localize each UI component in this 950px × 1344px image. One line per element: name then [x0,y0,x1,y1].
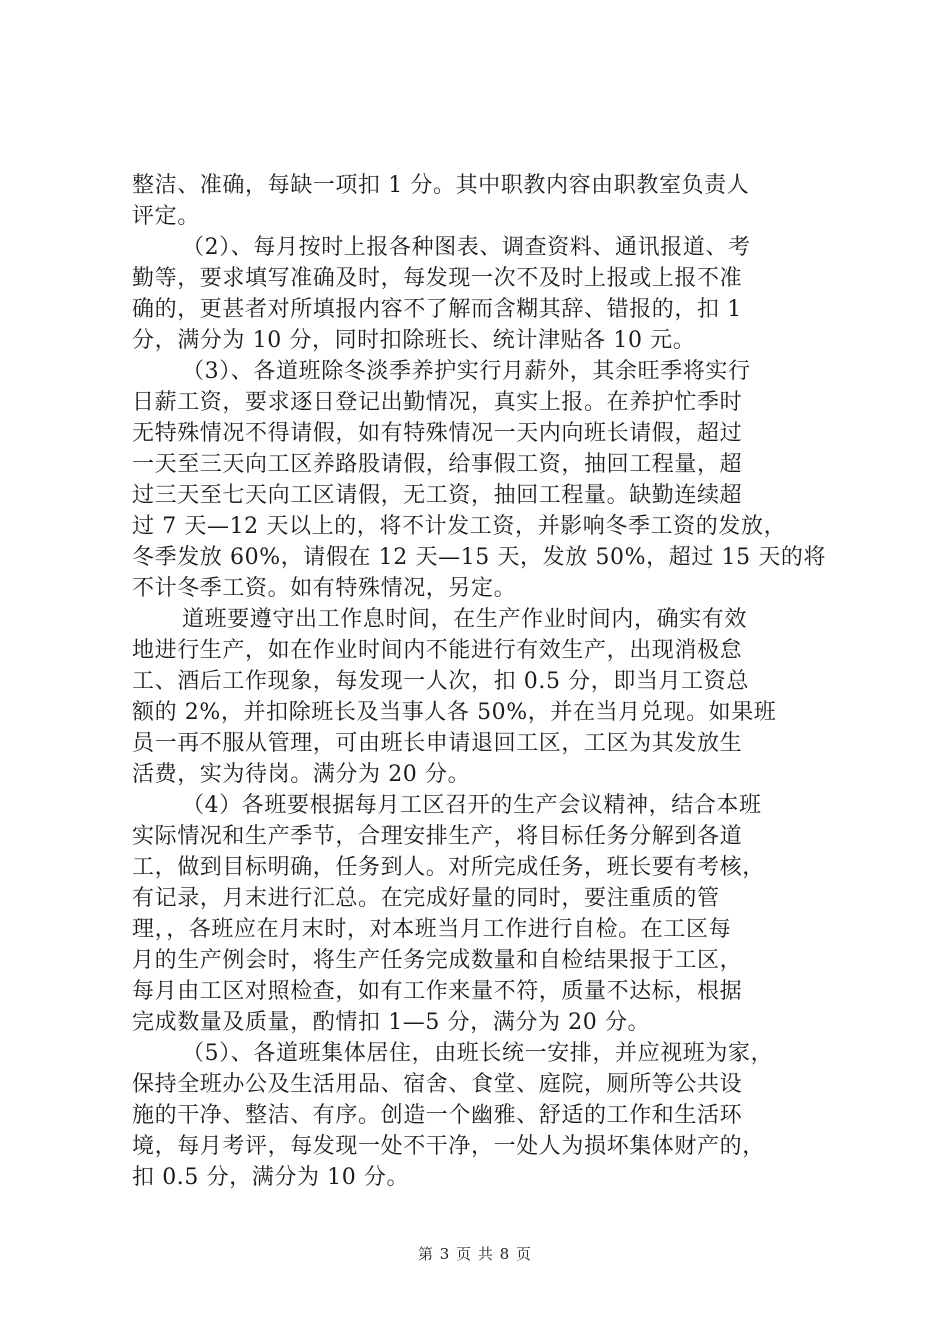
text-line: 工，做到目标明确，任务到人。对所完成任务，班长要有考核， [132,855,765,880]
text-line: 活费，实为待岗。满分为 20 分。 [132,762,471,787]
paragraph-start-line: （4）各班要根据每月工区召开的生产会议精神，结合本班 [182,793,762,818]
paragraph-start-line: （3）、各道班除冬淡季养护实行月薪外，其余旺季将实行 [182,359,751,384]
text-line: 评定。 [132,204,200,229]
text-line: 有记录，月末进行汇总。在完成好量的同时，要注重质的管 [132,886,720,911]
page-footer [0,1244,950,1264]
text-line: 境，每月考评，每发现一处不干净，一处人为损坏集体财产的， [132,1134,765,1159]
paragraph-start-line: （5）、各道班集体居住，由班长统一安排，并应视班为家， [182,1041,774,1066]
text-line: 额的 2%，并扣除班长及当事人各 50%，并在当月兑现。如果班 [132,700,777,725]
text-line: 实际情况和生产季节，合理安排生产，将目标任务分解到各道 [132,824,743,849]
text-line: 冬季发放 60%，请假在 12 天—15 天，发放 50%，超过 15 天的将 [132,545,827,570]
page-number: 第 3 页 共 8 页 [418,1245,532,1263]
text-line: 保持全班办公及生活用品、宿舍、食堂、庭院，厕所等公共设 [132,1072,743,1097]
text-line: 扣 0.5 分，满分为 10 分。 [132,1165,410,1190]
text-line: 完成数量及质量，酌情扣 1—5 分，满分为 20 分。 [132,1010,651,1035]
text-line: 确的，更甚者对所填报内容不了解而含糊其辞、错报的，扣 1 [132,297,742,322]
document-body [132,170,832,1193]
text-line: 勤等，要求填写准确及时，每发现一次不及时上报或上报不准 [132,266,743,291]
text-line: 日薪工资，要求逐日登记出勤情况，真实上报。在养护忙季时 [132,390,743,415]
text-line: 月的生产例会时，将生产任务完成数量和自检结果报于工区， [132,948,743,973]
text-line: 整洁、准确，每缺一项扣 1 分。其中职教内容由职教室负责人 [132,173,750,198]
paragraph-start-line: （2）、每月按时上报各种图表、调查资料、通讯报道、考 [182,235,751,260]
text-line: 每月由工区对照检查，如有工作来量不符，质量不达标，根据 [132,979,743,1004]
text-line: 无特殊情况不得请假，如有特殊情况一天内向班长请假，超过 [132,421,743,446]
text-line: 员一再不服从管理，可由班长申请退回工区，工区为其发放生 [132,731,743,756]
paragraph-start-line: 道班要遵守出工作息时间，在生产作业时间内，确实有效 [182,607,748,632]
text-line: 过 7 天—12 天以上的，将不计发工资，并影响冬季工资的发放， [132,514,787,539]
text-line: 过三天至七天向工区请假，无工资，抽回工程量。缺勤连续超 [132,483,743,508]
text-line: 地进行生产，如在作业时间内不能进行有效生产，出现消极怠 [132,638,743,663]
text-line: 理，，各班应在月末时，对本班当月工作进行自检。在工区每 [132,917,732,942]
text-line: 一天至三天向工区养路股请假，给事假工资，抽回工程量，超 [132,452,743,477]
text-line: 不计冬季工资。如有特殊情况，另定。 [132,576,517,601]
text-line: 分，满分为 10 分，同时扣除班长、统计津贴各 10 元。 [132,328,696,353]
text-line: 工、酒后工作现象，每发现一人次，扣 0.5 分，即当月工资总 [132,669,749,694]
text-line: 施的干净、整洁、有序。创造一个幽雅、舒适的工作和生活环 [132,1103,743,1128]
